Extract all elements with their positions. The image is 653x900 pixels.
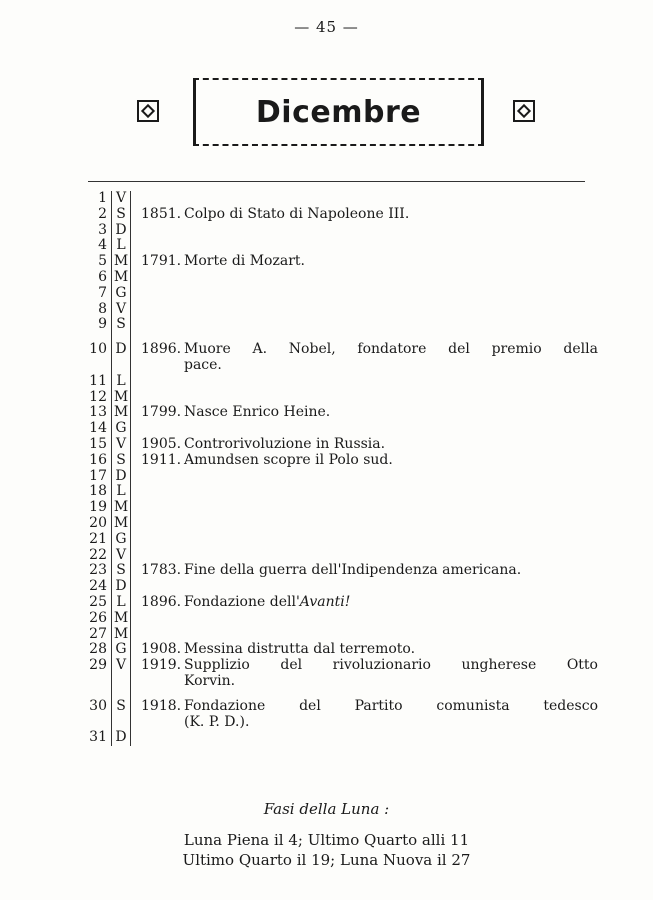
weekday-letter: M bbox=[112, 627, 131, 643]
table-row bbox=[88, 611, 598, 627]
weekday-letter: S bbox=[112, 563, 131, 579]
weekday-letter: L bbox=[112, 595, 131, 611]
moon-phases-heading: Fasi della Luna : bbox=[263, 800, 390, 818]
table-row bbox=[88, 317, 598, 333]
event-year: 1799. bbox=[141, 404, 182, 421]
table-row bbox=[88, 563, 598, 579]
event-cell bbox=[131, 469, 599, 485]
event-cell bbox=[131, 374, 599, 390]
day-number: 5 bbox=[98, 253, 107, 270]
event-cell bbox=[131, 453, 599, 469]
event-text-continuation: pace. bbox=[184, 356, 222, 373]
event-cell bbox=[131, 690, 599, 731]
day-number: 11 bbox=[89, 372, 107, 389]
weekday-letter: V bbox=[112, 437, 131, 453]
table-row bbox=[88, 191, 598, 207]
weekday-letter: L bbox=[112, 374, 131, 390]
event-cell bbox=[131, 627, 599, 643]
day-number: 21 bbox=[89, 530, 107, 547]
event-cell bbox=[131, 238, 599, 254]
table-row bbox=[88, 302, 598, 318]
event-cell bbox=[131, 223, 599, 239]
table-row bbox=[88, 270, 598, 286]
table-row bbox=[88, 484, 598, 500]
weekday-letter: G bbox=[112, 532, 131, 548]
weekday-letter: S bbox=[112, 317, 131, 333]
event-cell bbox=[131, 333, 599, 374]
event-text: Nasce Enrico Heine. bbox=[184, 404, 331, 421]
event-text: Morte di Mozart. bbox=[184, 253, 305, 270]
weekday-letter: S bbox=[112, 207, 131, 223]
event-cell bbox=[131, 658, 599, 690]
event-text: Fondazione dell' bbox=[184, 593, 300, 610]
weekday-letter: G bbox=[112, 286, 131, 302]
day-number: 17 bbox=[89, 467, 107, 484]
weekday-letter: S bbox=[112, 453, 131, 469]
table-row bbox=[88, 374, 598, 390]
weekday-letter: V bbox=[112, 191, 131, 207]
table-row bbox=[88, 658, 598, 690]
event-cell bbox=[131, 405, 599, 421]
event-cell bbox=[131, 437, 599, 453]
day-number: 12 bbox=[89, 388, 107, 405]
day-number: 8 bbox=[98, 300, 107, 317]
weekday-letter: M bbox=[112, 405, 131, 421]
weekday-letter: L bbox=[112, 238, 131, 254]
event-cell bbox=[131, 286, 599, 302]
event-cell bbox=[131, 421, 599, 437]
table-row bbox=[88, 595, 598, 611]
table-row bbox=[88, 421, 598, 437]
page-number: — 45 — bbox=[294, 18, 359, 36]
event-cell bbox=[131, 579, 599, 595]
event-text: Amundsen scopre il Polo sud. bbox=[184, 451, 393, 468]
day-number: 26 bbox=[89, 609, 107, 626]
weekday-letter: L bbox=[112, 484, 131, 500]
table-row bbox=[88, 333, 598, 374]
day-number: 6 bbox=[98, 268, 107, 285]
month-title: Dicembre bbox=[255, 94, 422, 130]
event-text: Controrivoluzione in Russia. bbox=[184, 435, 386, 452]
calendar-table bbox=[88, 191, 598, 746]
table-row bbox=[88, 548, 598, 564]
event-cell bbox=[131, 390, 599, 406]
event-cell bbox=[131, 317, 599, 333]
event-cell bbox=[131, 302, 599, 318]
weekday-letter: M bbox=[112, 516, 131, 532]
event-cell bbox=[131, 730, 599, 746]
weekday-letter: M bbox=[112, 254, 131, 270]
day-number: 7 bbox=[98, 284, 107, 301]
event-year: 1896. bbox=[141, 341, 182, 358]
table-row bbox=[88, 223, 598, 239]
weekday-letter: D bbox=[112, 579, 131, 595]
event-cell bbox=[131, 642, 599, 658]
event-text: Supplizio del rivoluzionario ungherese Otto bbox=[184, 657, 598, 674]
table-row bbox=[88, 627, 598, 643]
weekday-letter: M bbox=[112, 390, 131, 406]
weekday-letter: S bbox=[112, 690, 131, 731]
table-row bbox=[88, 405, 598, 421]
event-cell bbox=[131, 500, 599, 516]
weekday-letter: V bbox=[112, 658, 131, 690]
table-row bbox=[88, 730, 598, 746]
event-cell bbox=[131, 484, 599, 500]
table-row bbox=[88, 500, 598, 516]
event-cell bbox=[131, 548, 599, 564]
day-number: 31 bbox=[89, 729, 107, 746]
table-row bbox=[88, 469, 598, 485]
event-year: 1851. bbox=[141, 205, 182, 222]
event-cell bbox=[131, 611, 599, 627]
day-number: 19 bbox=[89, 499, 107, 516]
day-number: 25 bbox=[89, 593, 107, 610]
table-row bbox=[88, 207, 598, 223]
day-number: 15 bbox=[89, 435, 107, 452]
day-number: 20 bbox=[89, 514, 107, 531]
event-cell bbox=[131, 254, 599, 270]
day-number: 23 bbox=[89, 562, 107, 579]
table-top-rule bbox=[88, 181, 585, 182]
table-row bbox=[88, 437, 598, 453]
table-row bbox=[88, 690, 598, 731]
event-text: Messina distrutta dal terremoto. bbox=[184, 641, 416, 658]
table-row bbox=[88, 642, 598, 658]
weekday-letter: M bbox=[112, 270, 131, 286]
day-number: 14 bbox=[89, 420, 107, 437]
event-year: 1908. bbox=[141, 641, 182, 658]
event-text: Fondazione del Partito comunista tedesco bbox=[184, 697, 598, 714]
day-number: 13 bbox=[89, 404, 107, 421]
day-number: 2 bbox=[98, 205, 107, 222]
weekday-letter: M bbox=[112, 500, 131, 516]
day-number: 4 bbox=[98, 237, 107, 254]
month-title-box bbox=[193, 78, 484, 146]
day-number: 27 bbox=[89, 625, 107, 642]
day-number: 1 bbox=[98, 190, 107, 206]
event-text-continuation: (K. P. D.). bbox=[184, 713, 250, 730]
event-cell bbox=[131, 516, 599, 532]
table-row bbox=[88, 254, 598, 270]
weekday-letter: G bbox=[112, 421, 131, 437]
event-year: 1791. bbox=[141, 253, 182, 270]
day-number: 9 bbox=[98, 316, 107, 333]
day-number: 22 bbox=[89, 546, 107, 563]
day-number: 16 bbox=[89, 451, 107, 468]
event-year: 1905. bbox=[141, 435, 182, 452]
weekday-letter: V bbox=[112, 548, 131, 564]
table-row bbox=[88, 286, 598, 302]
event-cell bbox=[131, 563, 599, 579]
day-number: 3 bbox=[98, 221, 107, 238]
table-row bbox=[88, 516, 598, 532]
event-year: 1896. bbox=[141, 593, 182, 610]
event-year: 1783. bbox=[141, 562, 182, 579]
event-year: 1911. bbox=[141, 451, 182, 468]
day-number: 24 bbox=[89, 578, 107, 595]
weekday-letter: G bbox=[112, 642, 131, 658]
diamond-ornament-icon bbox=[137, 100, 159, 122]
event-cell bbox=[131, 595, 599, 611]
day-number: 18 bbox=[89, 483, 107, 500]
day-number: 10 bbox=[89, 341, 107, 358]
event-text-continuation: Korvin. bbox=[184, 672, 236, 689]
table-row bbox=[88, 390, 598, 406]
event-year: 1918. bbox=[141, 697, 182, 714]
event-year: 1919. bbox=[141, 657, 182, 674]
diamond-ornament-icon bbox=[513, 100, 535, 122]
weekday-letter: D bbox=[112, 223, 131, 239]
day-number: 28 bbox=[89, 641, 107, 658]
event-text: Colpo di Stato di Napoleone III. bbox=[184, 205, 410, 222]
event-cell bbox=[131, 532, 599, 548]
event-text: Muore A. Nobel, fondatore del premio della bbox=[184, 341, 598, 358]
day-number: 30 bbox=[89, 697, 107, 714]
moon-phases-line: Luna Piena il 4; Ultimo Quarto alli 11 bbox=[183, 831, 470, 849]
day-number: 29 bbox=[89, 657, 107, 674]
weekday-letter: D bbox=[112, 333, 131, 374]
newspaper-title: Avanti! bbox=[299, 593, 351, 610]
event-cell bbox=[131, 270, 599, 286]
moon-phases-line: Ultimo Quarto il 19; Luna Nuova il 27 bbox=[182, 851, 471, 869]
event-cell bbox=[131, 207, 599, 223]
event-cell bbox=[131, 191, 599, 207]
table-row bbox=[88, 453, 598, 469]
weekday-letter: M bbox=[112, 611, 131, 627]
event-text: Fine della guerra dell'Indipendenza americana. bbox=[184, 562, 522, 579]
table-row bbox=[88, 238, 598, 254]
weekday-letter: D bbox=[112, 730, 131, 746]
weekday-letter: V bbox=[112, 302, 131, 318]
weekday-letter: D bbox=[112, 469, 131, 485]
table-row bbox=[88, 532, 598, 548]
table-row bbox=[88, 579, 598, 595]
